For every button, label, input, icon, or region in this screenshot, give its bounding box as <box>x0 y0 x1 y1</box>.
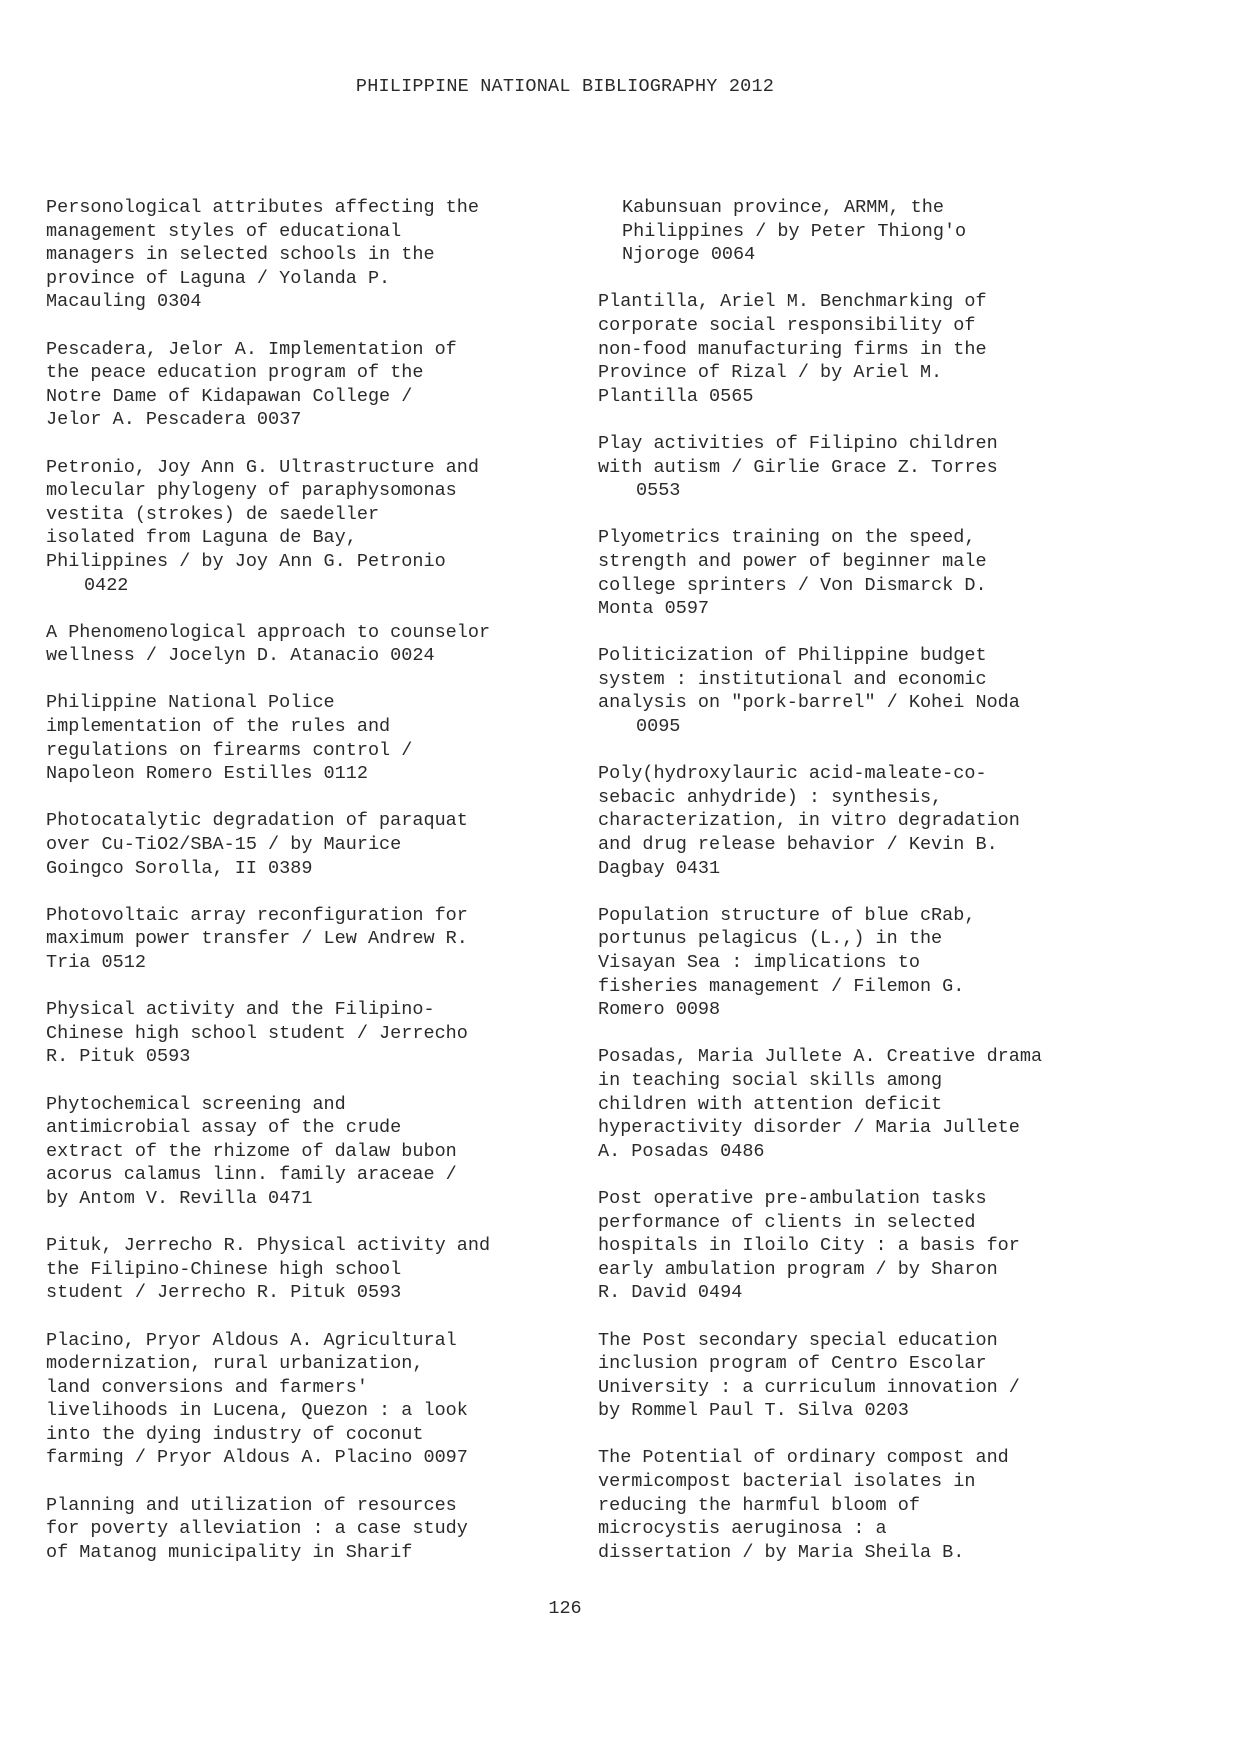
entry-line: Province of Rizal / by Ariel M. <box>598 362 943 384</box>
entry-line: province of Laguna / Yolanda P. <box>46 267 391 289</box>
entry-line: Napoleon Romero Estilles 0112 <box>46 763 368 785</box>
right-column <box>598 196 1118 1588</box>
entry-line: Posadas, Maria Jullete A. Creative drama <box>598 1046 1043 1068</box>
entry-line: Planning and utilization of resources <box>46 1494 457 1516</box>
bibliography-entry <box>46 456 566 598</box>
entry-line: Notre Dame of Kidapawan College / <box>46 385 413 407</box>
entry-accession-number: 0422 <box>84 574 129 596</box>
entry-line: Phytochemical screening and <box>46 1093 346 1115</box>
entry-line: hyperactivity disorder / Maria Jullete <box>598 1117 1020 1139</box>
bibliography-entry <box>46 1329 566 1471</box>
bibliography-entry <box>46 1494 566 1565</box>
bibliography-entry <box>598 1446 1118 1564</box>
entry-line: and drug release behavior / Kevin B. <box>598 834 998 856</box>
bibliography-entry <box>598 904 1118 1022</box>
bibliography-entry <box>46 196 566 314</box>
entry-line: analysis on "pork-barrel" / Kohei Noda <box>598 692 1020 714</box>
entry-line: of Matanog municipality in Sharif <box>46 1541 413 1563</box>
entry-line: land conversions and farmers' <box>46 1376 368 1398</box>
page-number: 126 <box>548 1598 582 1619</box>
bibliography-entry <box>46 1093 566 1211</box>
entry-line: by Antom V. Revilla 0471 <box>46 1187 313 1209</box>
bibliography-entry <box>46 691 566 785</box>
entry-line: Placino, Pryor Aldous A. Agricultural <box>46 1329 457 1351</box>
bibliography-entry <box>46 621 566 668</box>
entry-line: Monta 0597 <box>598 598 710 620</box>
entry-line: Njoroge 0064 <box>622 244 756 266</box>
entry-line: Politicization of Philippine budget <box>598 645 987 667</box>
entry-line: vermicompost bacterial isolates in <box>598 1471 976 1493</box>
entry-line: Jelor A. Pescadera 0037 <box>46 409 302 431</box>
entry-line: isolated from Laguna de Bay, <box>46 527 357 549</box>
entry-line: Population structure of blue cRab, <box>598 904 976 926</box>
entry-line: managers in selected schools in the <box>46 244 435 266</box>
entry-line: Philippine National Police <box>46 692 335 714</box>
entry-line: A Phenomenological approach to counselor <box>46 621 491 643</box>
entry-line: in teaching social skills among <box>598 1069 943 1091</box>
entry-line: system : institutional and economic <box>598 668 987 690</box>
entry-line: Pescadera, Jelor A. Implementation of <box>46 338 457 360</box>
entry-line: corporate social responsibility of <box>598 314 976 336</box>
entry-line: reducing the harmful bloom of <box>598 1494 920 1516</box>
entry-line: inclusion program of Centro Escolar <box>598 1353 987 1375</box>
entry-line: Tria 0512 <box>46 952 146 973</box>
entry-line: farming / Pryor Aldous A. Placino 0097 <box>46 1447 468 1469</box>
entry-line: Plantilla 0565 <box>598 385 754 407</box>
entry-line: University : a curriculum innovation / <box>598 1376 1020 1398</box>
bibliography-entry <box>598 432 1118 503</box>
entry-line: Romero 0098 <box>598 999 721 1021</box>
bibliography-entry <box>598 1045 1118 1163</box>
entry-line: over Cu-TiO2/SBA-15 / by Maurice <box>46 834 402 856</box>
entry-line: vestita (strokes) de saedeller <box>46 503 380 525</box>
entry-line: non-food manufacturing firms in the <box>598 338 987 360</box>
entry-line: the Filipino-Chinese high school <box>46 1258 402 1280</box>
entry-line: strength and power of beginner male <box>598 550 987 572</box>
entry-line: The Potential of ordinary compost and <box>598 1447 1009 1469</box>
entry-line: acorus calamus linn. family araceae / <box>46 1164 457 1186</box>
left-column <box>46 196 566 1588</box>
entry-line: Philippines / by Joy Ann G. Petronio <box>46 550 446 572</box>
entry-line: Poly(hydroxylauric acid-maleate-co- <box>598 763 987 785</box>
entry-line: the peace education program of the <box>46 362 424 384</box>
entry-line: college sprinters / Von Dismarck D. <box>598 574 987 596</box>
bibliography-entry <box>598 196 1118 267</box>
bibliography-entry <box>46 904 566 975</box>
entry-line: Physical activity and the Filipino- <box>46 999 435 1021</box>
entry-line: Photocatalytic degradation of paraquat <box>46 810 468 832</box>
entry-line: management styles of educational <box>46 220 402 242</box>
entry-line: for poverty alleviation : a case study <box>46 1518 468 1540</box>
entry-line: with autism / Girlie Grace Z. Torres <box>598 456 998 478</box>
entry-line: R. David 0494 <box>598 1282 743 1304</box>
entry-line: Goingco Sorolla, II 0389 <box>46 857 313 879</box>
entry-line: Personological attributes affecting the <box>46 197 479 218</box>
entry-line: The Post secondary special education <box>598 1329 998 1351</box>
entry-line: Pituk, Jerrecho R. Physical activity and <box>46 1235 491 1257</box>
entry-line: early ambulation program / by Sharon <box>598 1258 998 1280</box>
entry-line: wellness / Jocelyn D. Atanacio 0024 <box>46 645 435 667</box>
entry-line: livelihoods in Lucena, Quezon : a look <box>46 1400 468 1422</box>
entry-line: maximum power transfer / Lew Andrew R. <box>46 928 468 950</box>
entry-line: Petronio, Joy Ann G. Ultrastructure and <box>46 456 479 478</box>
entry-line: A. Posadas 0486 <box>598 1140 765 1162</box>
entry-line: modernization, rural urbanization, <box>46 1353 424 1375</box>
entry-line: portunus pelagicus (L.,) in the <box>598 928 943 950</box>
bibliography-entry <box>598 1329 1118 1423</box>
entry-line: Play activities of Filipino children <box>598 432 998 454</box>
entry-line: molecular phylogeny of paraphysomonas <box>46 480 457 502</box>
entry-line: Plantilla, Ariel M. Benchmarking of <box>598 291 987 313</box>
entry-line: Chinese high school student / Jerrecho <box>46 1022 468 1044</box>
bibliography-entry <box>598 1187 1118 1305</box>
entry-line: Dagbay 0431 <box>598 857 721 879</box>
entry-line: by Rommel Paul T. Silva 0203 <box>598 1400 909 1422</box>
entry-line: Post operative pre-ambulation tasks <box>598 1187 987 1209</box>
entry-line: antimicrobial assay of the crude <box>46 1117 402 1139</box>
entry-line: extract of the rhizome of dalaw bubon <box>46 1140 457 1162</box>
entry-line: R. Pituk 0593 <box>46 1046 191 1068</box>
entry-line: implementation of the rules and <box>46 716 391 738</box>
entry-line: student / Jerrecho R. Pituk 0593 <box>46 1282 402 1304</box>
entry-line: Plyometrics training on the speed, <box>598 527 976 549</box>
entry-accession-number: 0553 <box>636 480 681 502</box>
bibliography-entry <box>598 644 1118 738</box>
entry-line: Philippines / by Peter Thiong'o <box>622 220 967 242</box>
bibliography-entry <box>598 290 1118 408</box>
entry-line: performance of clients in selected <box>598 1211 976 1233</box>
entry-line: children with attention deficit <box>598 1093 943 1115</box>
bibliography-entry <box>598 762 1118 880</box>
entry-line: characterization, in vitro degradation <box>598 810 1020 832</box>
bibliography-entry <box>598 526 1118 620</box>
bibliography-entry <box>46 998 566 1069</box>
entry-line: Macauling 0304 <box>46 291 202 313</box>
page-header: PHILIPPINE NATIONAL BIBLIOGRAPHY 2012 <box>355 76 775 97</box>
bibliography-entry <box>46 809 566 880</box>
entry-line: regulations on firearms control / <box>46 739 413 761</box>
entry-accession-number: 0095 <box>636 716 681 738</box>
entry-line: dissertation / by Maria Sheila B. <box>598 1541 965 1563</box>
entry-line: Visayan Sea : implications to <box>598 952 920 973</box>
entry-line: microcystis aeruginosa : a <box>598 1518 887 1540</box>
entry-line: into the dying industry of coconut <box>46 1423 424 1445</box>
entry-line: Kabunsuan province, ARMM, the <box>622 197 944 218</box>
entry-line: hospitals in Iloilo City : a basis for <box>598 1235 1020 1257</box>
entry-line: sebacic anhydride) : synthesis, <box>598 786 943 808</box>
entry-line: Photovoltaic array reconfiguration for <box>46 904 468 926</box>
bibliography-entry <box>46 1234 566 1305</box>
bibliography-entry <box>46 338 566 432</box>
entry-line: fisheries management / Filemon G. <box>598 975 965 997</box>
